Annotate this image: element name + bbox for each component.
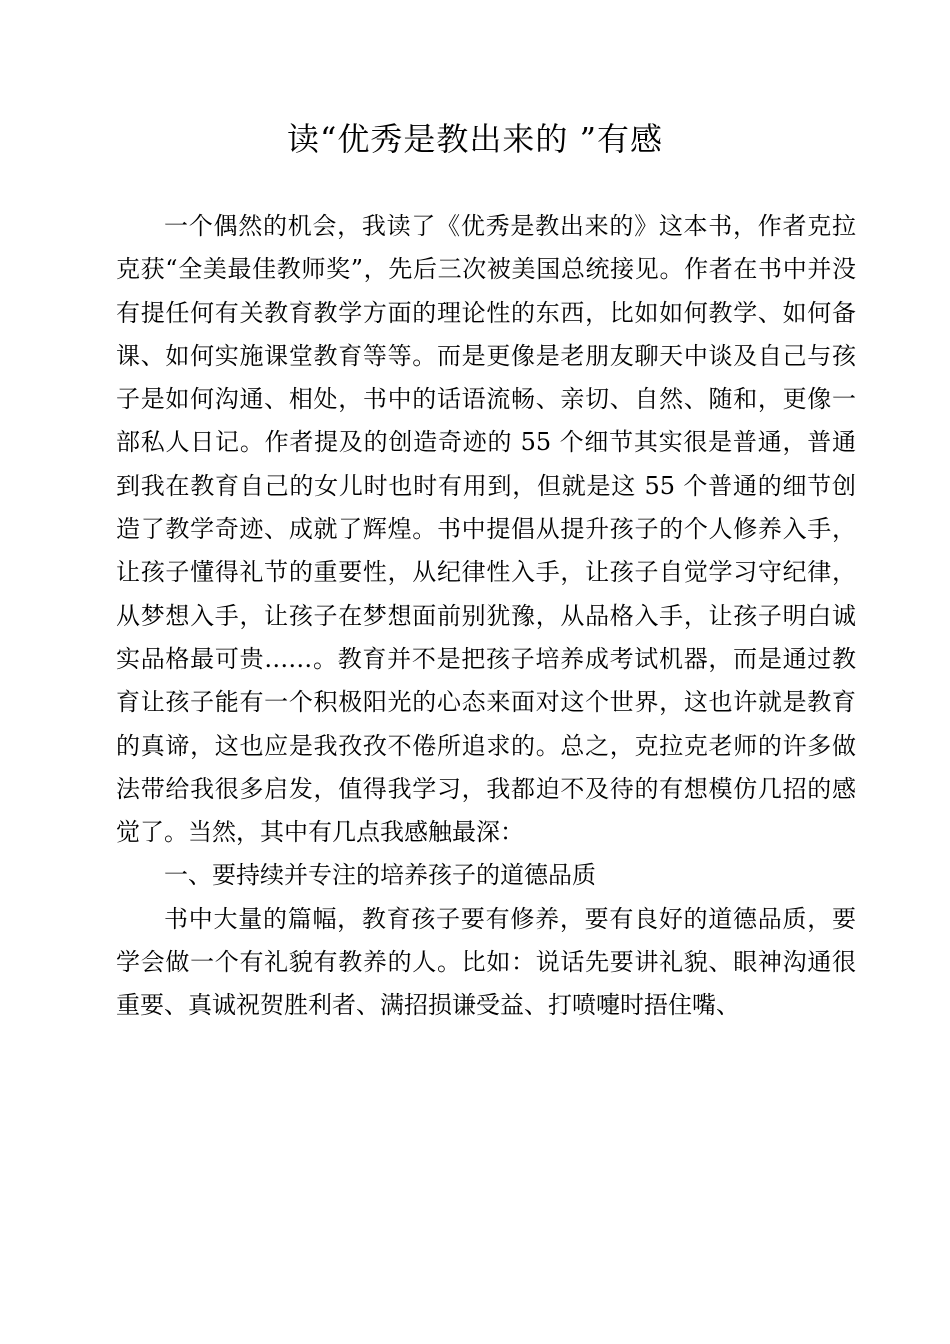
paragraph-section-1: 书中大量的篇幅，教育孩子要有修养，要有良好的道德品质，要学会做一个有礼貌有教养的人。比如：说话先要讲礼貌、眼神沟通很重要、真诚祝贺胜利者、满招损谦受益、打喷嚏时捂住嘴、 <box>116 904 856 1020</box>
paragraph-intro: 一个偶然的机会，我读了《优秀是教出来的》这本书，作者克拉克获“全美最佳教师奖”，先后三次被美国总统接见。作者在书中并没有提任何有关教育教学方面的理论性的东西，比如如何教学、如何备课、如何实施课堂教育等等。而是更像是老朋友聊天中谈及自己与孩子是如何沟通、相处，书中的话语流畅、亲切、自然、随和，更像一部私人日记。作者提及的创造奇迹的 55 个细节其实很是普通，普通到我在教育自己的女儿时也时有用到，但就是这 55 个普通的细节创造了教学奇迹、成就了辉煌。书中提倡从提升孩子的个人修养入手，让孩子懂得礼节的重要性，从纪律性入手，让孩子自觉学习守纪律，从梦想入手，让孩子在梦想面前别犹豫，从品格入手，让孩子明白诚实品格最可贵……。教育并不是把孩子培养成考试机器，而是通过教育让孩子能有一个积极阳光的心态来面对这个世界，这也许就是教育的真谛，这也应是我孜孜不倦所追求的。总之，克拉克老师的许多做法带给我很多启发，值得我学习，我都迫不及待的有想模仿几招的感觉了。当然，其中有几点我感触最深： <box>116 212 856 847</box>
document-body <box>116 205 856 1028</box>
section-heading-1: 一、要持续并专注的培养孩子的道德品质 <box>164 861 596 890</box>
page-title: 读“优秀是教出来的 ”有感 <box>287 120 663 158</box>
